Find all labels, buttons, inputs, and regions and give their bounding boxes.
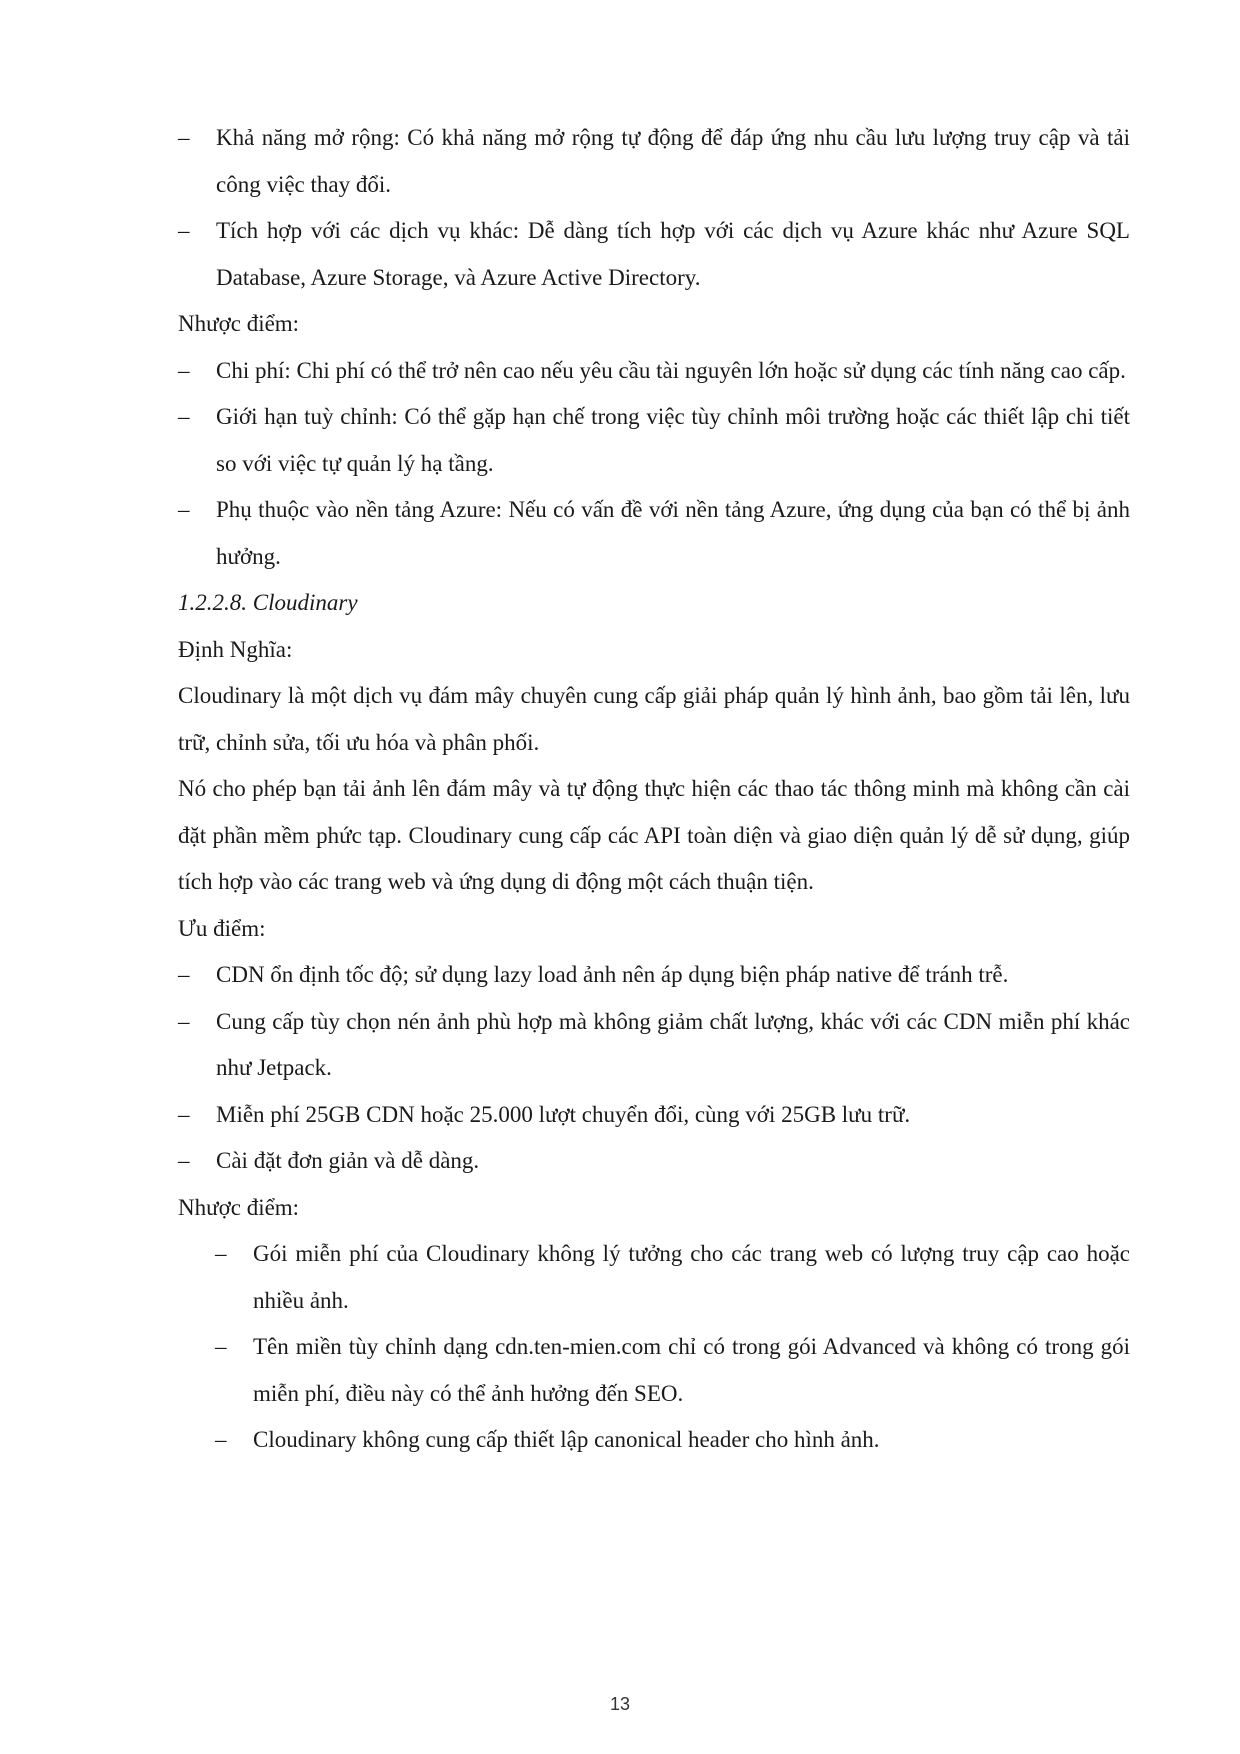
list-item-text: Tên miền tùy chỉnh dạng cdn.ten-mien.com chỉ có trong gói Advanced và không có trong gói miễn phí, điều này có thể ảnh hưởng đến SEO. <box>253 1334 1130 1406</box>
list-item-text: Cung cấp tùy chọn nén ảnh phù hợp mà không giảm chất lượng, khác với các CDN miễn phí khác như Jetpack. <box>216 1008 1130 1080</box>
list-item <box>178 348 1130 395</box>
bullet-dash: – <box>215 1427 227 1452</box>
list-item <box>178 394 1130 487</box>
list-item <box>178 1138 1130 1185</box>
bullet-dash: – <box>215 1241 227 1266</box>
list-item <box>178 1417 1130 1464</box>
bullet-dash: – <box>178 1008 190 1034</box>
section-heading: 1.2.2.8. Cloudinary <box>178 590 358 615</box>
paragraph: Nó cho phép bạn tải ảnh lên đám mây và tự động thực hiện các thao tác thông minh mà không cần cài đặt phần mềm phức tạp. Cloudinary cung cấp các API toàn diện và giao diện quản lý dễ sử dụng, giúp tích hợp vào các trang web và ứng dụng di động một cách thuận tiện. <box>178 776 1130 894</box>
list-item <box>178 1231 1130 1324</box>
bullet-dash: – <box>178 125 190 150</box>
bullet-dash: – <box>178 404 190 429</box>
list-item <box>178 1324 1130 1417</box>
definition-label: Định Nghĩa: <box>178 636 293 662</box>
list-item-text: Chi phí: Chi phí có thể trở nên cao nếu yêu cầu tài nguyên lớn hoặc sử dụng các tính năng cao cấp. <box>216 357 1126 383</box>
list-item-text: Cloudinary không cung cấp thiết lập canonical header cho hình ảnh. <box>253 1427 880 1452</box>
paragraph: Cloudinary là một dịch vụ đám mây chuyên cung cấp giải pháp quản lý hình ảnh, bao gồm tải lên, lưu trữ, chỉnh sửa, tối ưu hóa và phân phối. <box>178 683 1130 755</box>
list-item-text: Cài đặt đơn giản và dễ dàng. <box>216 1148 480 1173</box>
list-item-text: Khả năng mở rộng: Có khả năng mở rộng tự động để đáp ứng nhu cầu lưu lượng truy cập và tải công việc thay đổi. <box>216 125 1130 197</box>
list-item <box>178 952 1130 999</box>
list-item <box>178 115 1130 208</box>
list-item <box>178 1092 1130 1139</box>
list-item-text: Tích hợp với các dịch vụ khác: Dễ dàng tích hợp với các dịch vụ Azure khác như Azure SQL Database, Azure Storage, và Azure Active Directory. <box>216 218 1130 290</box>
list-item-text: Miễn phí 25GB CDN hoặc 25.000 lượt chuyển đổi, cùng với 25GB lưu trữ. <box>216 1101 911 1127</box>
list-item-text: Gói miễn phí của Cloudinary không lý tưởng cho các trang web có lượng truy cập cao hoặc nhiều ảnh. <box>253 1241 1130 1313</box>
bullet-dash: – <box>178 1101 190 1127</box>
list-item-text: Phụ thuộc vào nền tảng Azure: Nếu có vấn đề với nền tảng Azure, ứng dụng của bạn có thể bị ảnh hưởng. <box>216 497 1130 569</box>
list-item <box>178 487 1130 580</box>
list-item-text: CDN ổn định tốc độ; sử dụng lazy load ảnh nên áp dụng biện pháp native để tránh trễ. <box>216 962 1009 987</box>
document-page <box>178 115 1130 1464</box>
list-item-text: Giới hạn tuỳ chỉnh: Có thể gặp hạn chế trong việc tùy chỉnh môi trường hoặc các thiết lập chi tiết so với việc tự quản lý hạ tầng. <box>216 404 1130 476</box>
bullet-dash: – <box>178 218 190 243</box>
disadvantages-label: Nhược điểm: <box>178 311 300 336</box>
bullet-dash: – <box>215 1334 227 1359</box>
bullet-dash: – <box>178 962 190 987</box>
bullet-dash: – <box>178 497 190 522</box>
list-item <box>178 999 1130 1092</box>
bullet-dash: – <box>178 1148 190 1173</box>
advantages-label: Ưu điểm: <box>178 915 266 941</box>
bullet-dash: – <box>178 357 190 383</box>
disadvantages-label: Nhược điểm: <box>178 1194 300 1220</box>
page-number: 13 <box>609 1694 631 1714</box>
list-item <box>178 208 1130 301</box>
